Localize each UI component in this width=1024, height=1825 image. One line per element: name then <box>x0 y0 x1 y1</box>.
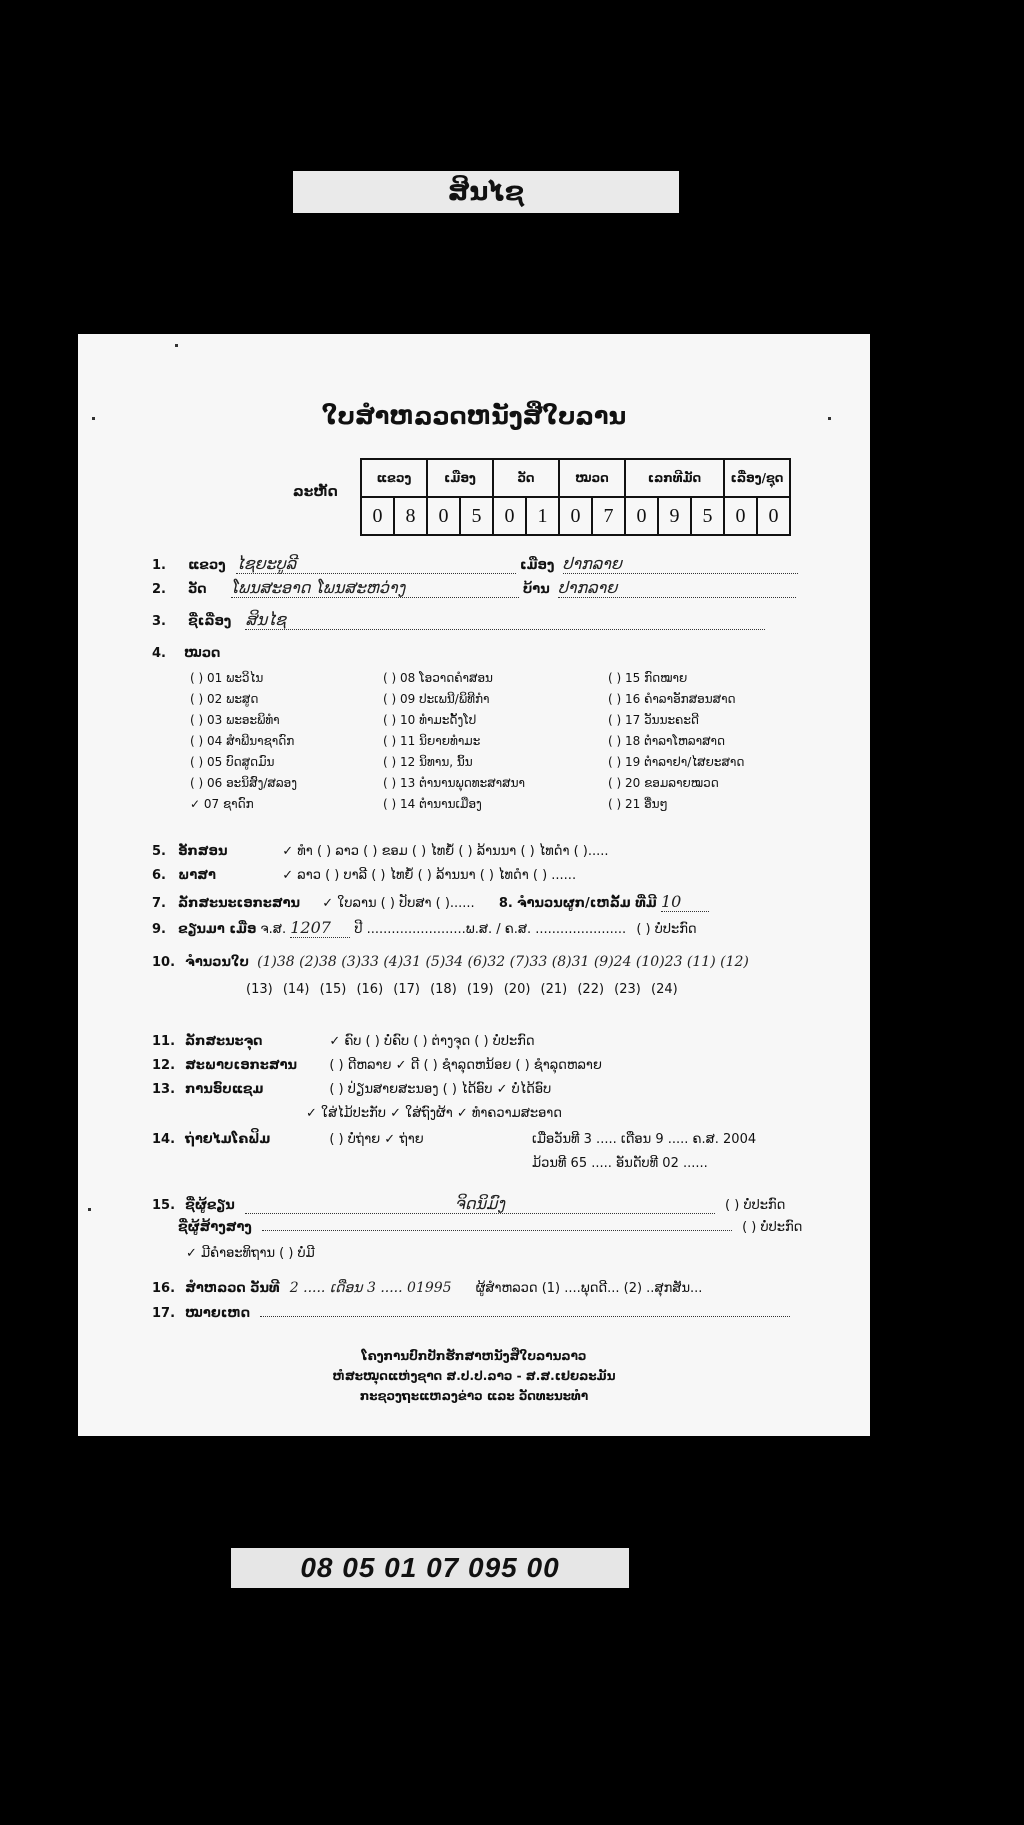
category-option[interactable]: ✓ 07 ຊາດົກ <box>190 797 254 811</box>
field-preservation-row-2 <box>306 1106 562 1121</box>
field-leaf-counts <box>152 954 749 970</box>
field-label: ຈຳນວນໃບ <box>185 955 249 970</box>
field-label: ຂຽນມາ ເມື່ອ <box>178 922 257 937</box>
year-value: 1207 <box>290 918 350 938</box>
header-label: ສິນໄຊ <box>293 171 679 213</box>
remarks-line <box>260 1316 790 1317</box>
unknown-option[interactable]: ( ) ບໍ່ປະກົດ <box>742 1220 803 1235</box>
field-label: ສະພາບເອກະສານ <box>185 1058 298 1073</box>
field-dedication <box>186 1246 315 1261</box>
category-option[interactable]: ( ) 13 ຕຳນານພຸດທະສາສນາ <box>383 776 525 790</box>
scribe-value: ຈິດນິມົງ <box>245 1194 715 1214</box>
field-province <box>152 554 798 574</box>
grid-digit: 8 <box>394 497 427 535</box>
field-script <box>152 844 609 859</box>
grid-digit: 0 <box>724 497 757 535</box>
grid-digit: 0 <box>625 497 658 535</box>
field-label: ບ້ານ <box>522 582 550 597</box>
grid-digit: 7 <box>592 497 625 535</box>
category-option[interactable]: ( ) 09 ປະເພນີ/ພິທີກຳ <box>383 692 490 706</box>
preservation-options-2[interactable]: ✓ ໃສ່ໄມ້ປະກັບ ✓ ໃສ່ຖົງຜ້າ ✓ ທຳຄວາມສະອາດ <box>306 1106 563 1121</box>
field-language <box>152 868 576 883</box>
leaf-counts-row-2: (13) (14) (15) (16) (17) (18) (19) (20) (21) (22) (23) (24) <box>246 982 678 997</box>
category-option[interactable]: ( ) 19 ຕຳລາຢາ/ໄສຍະສາດ <box>608 755 745 769</box>
speck <box>175 344 178 347</box>
field-label: ສຳຫລວດ ວັນທີ <box>185 1281 280 1296</box>
form-footer <box>78 1346 870 1406</box>
field-written-date <box>152 918 697 938</box>
footer-line: ໂຄງການປົກປັກຮັກສາຫນັງສືໃບລານລາວ <box>361 1349 587 1363</box>
field-scribe <box>152 1194 785 1214</box>
era-label: ຈ.ສ. <box>260 922 287 937</box>
completeness-options[interactable]: ✓ ຄົບ ( ) ບໍ່ຄົບ ( ) ຕ່າງຈຸດ ( ) ບໍ່ປະກົດ <box>329 1034 535 1049</box>
field-label: ຊື່ເລື່ອງ <box>188 614 232 629</box>
field-label: ພາສາ <box>178 868 216 883</box>
grid-digit: 0 <box>361 497 394 535</box>
category-column-1 <box>190 668 297 815</box>
title-value: ສິນໄຊ <box>245 610 765 630</box>
script-options[interactable]: ✓ ທຳ ( ) ລາວ ( ) ຂອມ ( ) ໄທຍໍ້ ( ) ລ້ານນາ ( ) ໄທດຳ ( )..... <box>282 844 609 859</box>
field-number: 14. <box>152 1132 176 1147</box>
category-option[interactable]: ( ) 17 ວັນນະຄະດີ <box>608 713 699 727</box>
grid-header: ເລື່ອງ/ຊຸດ <box>724 459 790 497</box>
microfilm-roll <box>532 1156 708 1171</box>
category-option[interactable]: ( ) 14 ຕຳນານເມືອງ <box>383 797 482 811</box>
field-label: ອັກສອນ <box>178 844 228 859</box>
date-rest: ປີ ........................ພ.ສ. / ຄ.ສ. ...................... <box>354 922 627 937</box>
speck <box>88 1208 91 1211</box>
microfilm-date-value: ເມື່ອວັນທີ 3 ..... ເດືອນ 9 ..... ຄ.ສ. 2004 <box>532 1132 757 1147</box>
field-temple <box>152 578 796 598</box>
condition-options[interactable]: ( ) ດີຫລາຍ ✓ ດີ ( ) ຊຳລຸດຫນ້ອຍ ( ) ຊຳລຸດຫລາຍ <box>329 1058 602 1073</box>
unknown-option[interactable]: ( ) ບໍ່ປະກົດ <box>725 1198 786 1213</box>
archive-code-label: 08 05 01 07 095 00 <box>231 1548 629 1588</box>
grid-digit: 0 <box>559 497 592 535</box>
field-number: 8. <box>498 896 513 911</box>
category-option[interactable]: ( ) 21 ອື່ນໆ <box>608 797 668 811</box>
field-label: ຖ່າຍໄມໂຄຟິມ <box>185 1132 271 1147</box>
grid-header: ແຂວງ <box>361 459 427 497</box>
language-options[interactable]: ✓ ລາວ ( ) ບາລີ ( ) ໄທຍໍ້ ( ) ລ້ານນາ ( ) ໄທດຳ ( ) ...... <box>282 868 577 883</box>
category-option[interactable]: ( ) 05 ບົດສູດມົນ <box>190 755 275 769</box>
field-material <box>152 892 709 912</box>
field-microfilm <box>152 1132 424 1147</box>
field-survey-date <box>152 1280 702 1296</box>
grid-digit: 5 <box>460 497 493 535</box>
category-option[interactable]: ( ) 11 ນິຍາຍທຳມະ <box>383 734 481 748</box>
field-label: ໝາຍເຫດ <box>185 1306 251 1321</box>
category-option[interactable]: ( ) 20 ຂອມລາຍໝວດ <box>608 776 719 790</box>
field-number: 15. <box>152 1198 176 1213</box>
category-option[interactable]: ( ) 10 ທຳມະດັ້ງໂປ <box>383 713 477 727</box>
field-label: ຊື່ຜູ້ຂຽນ <box>185 1198 235 1213</box>
field-label: ແຂວງ <box>188 558 226 573</box>
microfilm-options[interactable]: ( ) ບໍ່ຖ່າຍ ✓ ຖ່າຍ <box>329 1132 424 1147</box>
code-grid <box>360 458 791 536</box>
unknown-option[interactable]: ( ) ບໍ່ປະກົດ <box>636 922 697 937</box>
field-sponsor <box>178 1220 802 1235</box>
field-number: 6. <box>152 868 166 883</box>
field-number: 10. <box>152 955 176 970</box>
field-number: 2. <box>152 582 166 597</box>
material-options[interactable]: ✓ ໃບລານ ( ) ປັບສາ ( )...... <box>322 896 475 911</box>
footer-line: ກະຊວງຖະແຫລງຂ່າວ ແລະ ວັດທະນະທຳ <box>359 1389 589 1403</box>
field-number: 5. <box>152 844 166 859</box>
footer-line: ຫໍສະໝຸດແຫ່ງຊາດ ສ.ປ.ປ.ລາວ - ສ.ສ.ເຢຍລະມັນ <box>332 1369 616 1383</box>
grid-digit: 5 <box>691 497 724 535</box>
field-remarks <box>152 1306 790 1321</box>
field-condition <box>152 1058 602 1073</box>
temple-value: ໂພນສະອາດ ໂພນສະຫວ່າງ <box>231 578 519 598</box>
category-column-3 <box>608 668 744 815</box>
category-option[interactable]: ( ) 08 ໂອວາດຄຳສອນ <box>383 671 493 685</box>
survey-date-value: 2 ..... ເດືອນ 3 ..... 01995 <box>289 1280 452 1296</box>
province-value: ໄຊຍະບູລີ <box>236 554 516 574</box>
field-number: 12. <box>152 1058 176 1073</box>
field-number: 17. <box>152 1306 176 1321</box>
microfilm-date <box>532 1132 756 1147</box>
grid-digit: 9 <box>658 497 691 535</box>
microfilm-roll-value: ມ້ວນທີ 65 ..... ອັນດັບທີ 02 ...... <box>532 1156 708 1171</box>
field-number: 7. <box>152 896 166 911</box>
category-option[interactable]: ( ) 06 ອະນິສົງ/ສລອງ <box>190 776 298 790</box>
field-label: ການອົບແຊມ <box>185 1082 264 1097</box>
category-option[interactable]: ( ) 12 ນິທານ, ນິ້ນ <box>383 755 473 769</box>
grid-header: ວັດ <box>493 459 559 497</box>
category-option[interactable]: ( ) 03 ພະອະພິທຳ <box>190 713 280 727</box>
preservation-options[interactable]: ( ) ປ່ຽນສາຍສະນອງ ( ) ໄດ້ອົບ ✓ ບໍ່ໄດ້ອົບ <box>329 1082 552 1097</box>
code-label: ລະຫັດ <box>293 484 338 500</box>
field-number: 16. <box>152 1281 176 1296</box>
category-option[interactable]: ( ) 18 ຕຳລາໂຫລາສາດ <box>608 734 726 748</box>
field-number: 13. <box>152 1082 176 1097</box>
survey-form-sheet <box>78 334 870 1436</box>
field-title <box>152 610 765 630</box>
field-label: ຊື່ຜູ້ສ້າງສາງ <box>178 1220 252 1235</box>
field-number: 11. <box>152 1034 176 1049</box>
field-category <box>152 646 220 661</box>
district-value: ປາກລາຍ <box>563 554 798 574</box>
village-value: ປາກລາຍ <box>558 578 796 598</box>
field-label: ວັດ <box>188 582 207 597</box>
category-option[interactable]: ( ) 02 ພະສູດ <box>190 692 259 706</box>
field-label: ລັກສະນະເອກະສານ <box>178 896 301 911</box>
field-label: ຈຳນວນຜູກ/ເຫລັ້ມ ທີ່ມີ <box>516 896 657 911</box>
category-option[interactable]: ( ) 04 ສຳພີນາຊາດົກ <box>190 734 295 748</box>
form-title: ໃບສຳຫລວດຫນັງສືໃບລານ <box>321 402 627 430</box>
grid-header: ໝວດ <box>559 459 625 497</box>
field-label: ລັກສະນະຈຸດ <box>185 1034 263 1049</box>
grid-digit: 0 <box>427 497 460 535</box>
surveyors-value: ຜູ້ສຳຫລວດ (1) ....ພຸດດີ... (2) ..ສຸກສັນ... <box>475 1281 703 1296</box>
field-number: 3. <box>152 614 166 629</box>
dedication-options[interactable]: ✓ ມີຄຳອະທິຖານ ( ) ບໍ່ມີ <box>186 1246 315 1261</box>
category-option[interactable]: ( ) 15 ກົດໝາຍ <box>608 671 688 685</box>
category-column-2 <box>383 668 525 815</box>
field-preservation <box>152 1082 551 1097</box>
field-label: ໝວດ <box>184 646 221 661</box>
grid-digit: 0 <box>493 497 526 535</box>
grid-header: ເລກທີມັດ <box>625 459 724 497</box>
bundle-count-value: 10 <box>661 892 709 912</box>
field-label: ເມືອງ <box>519 558 555 573</box>
field-completeness <box>152 1034 535 1049</box>
category-option[interactable]: ( ) 01 ພະວິໄນ <box>190 671 264 685</box>
grid-digit: 0 <box>757 497 790 535</box>
grid-header: ເມືອງ <box>427 459 493 497</box>
field-number: 1. <box>152 558 166 573</box>
field-number: 9. <box>152 922 166 937</box>
category-option[interactable]: ( ) 16 ຄຳລາອັກສອນສາດ <box>608 692 736 706</box>
field-leaf-counts-row-2 <box>246 982 678 997</box>
grid-digit: 1 <box>526 497 559 535</box>
leaf-counts-row-1: (1)38 (2)38 (3)33 (4)31 (5)34 (6)32 (7)33 (8)31 (9)24 (10)23 (11) (12) <box>257 954 749 970</box>
field-number: 4. <box>152 646 166 661</box>
